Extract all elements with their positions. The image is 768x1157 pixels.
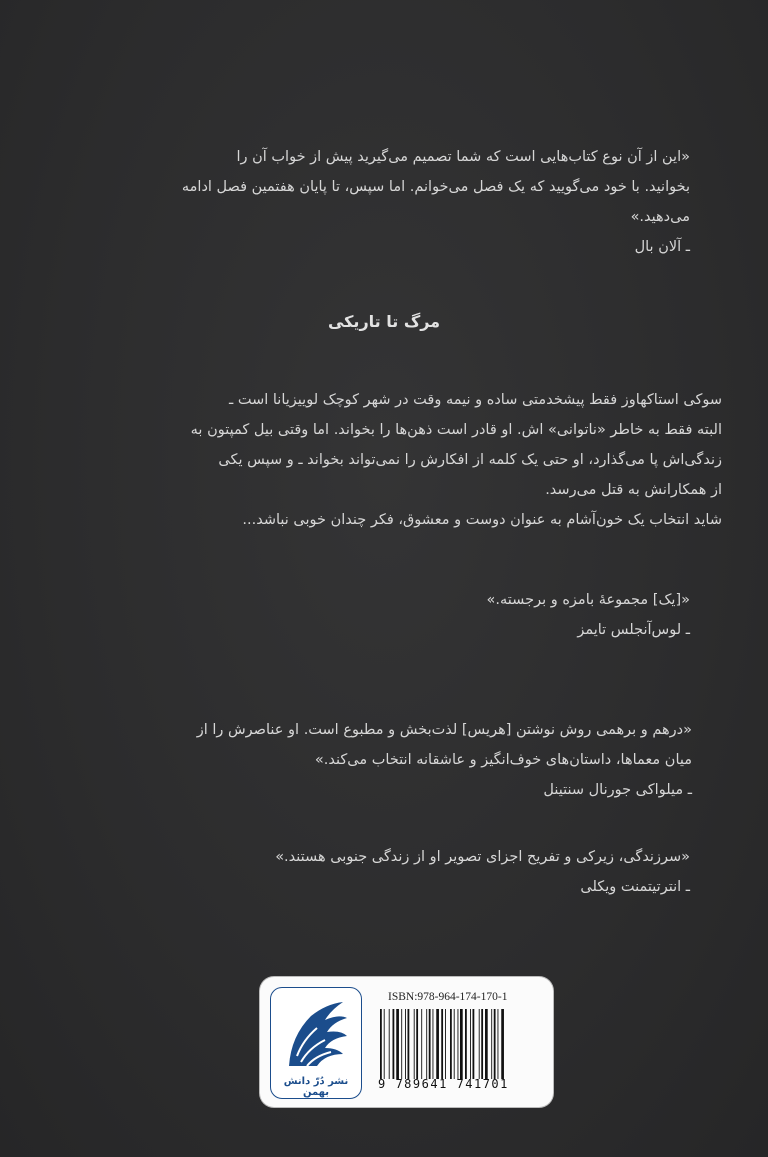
synopsis-line: از همکارانش به قتل می‌رسد. [545, 482, 722, 498]
quote-line: میان معماها، داستان‌های خوف‌انگیز و عاشقانه انتخاب می‌کند.» [314, 752, 692, 768]
barcode-bar [405, 1009, 406, 1079]
quote-line: «سرزندگی، زیرکی و تفریح اجزای تصویر او از زندگی جنوبی هستند.» [275, 849, 690, 865]
quote-line: می‌دهید.» [630, 209, 690, 225]
quote-line: «درهم و برهمی روش نوشتن [هریس] لذت‌بخش و مطبوع است. او عناصرش را از [196, 722, 692, 738]
barcode-bar [465, 1009, 467, 1079]
barcode-digits: 9 789641 741701 [378, 1077, 509, 1091]
quote-line: «این از آن نوع کتاب‌هایی است که شما تصمیم می‌گیرید پیش از خواب آن را [236, 149, 690, 165]
quote-entertainment-weekly [175, 842, 690, 902]
synopsis-line: البته فقط به خاطر «ناتوانی» اش. او قادر است ذهن‌ها را بخواند. اما وقتی بیل کمپتون به [190, 422, 722, 438]
barcode-bar [416, 1009, 418, 1079]
quote-author: ـ لوس‌آنجلس تایمز [577, 622, 690, 638]
barcode-bar [460, 1009, 463, 1079]
publisher-name: نشر دُرّ دانش بهمن [283, 1076, 349, 1098]
barcode-bar [433, 1009, 434, 1079]
barcode-bar [384, 1009, 385, 1079]
barcode-bar [441, 1009, 443, 1079]
quote-alan-ball [160, 142, 690, 262]
quote-line: «[یک] مجموعهٔ بامزه و برجسته.» [486, 592, 690, 608]
barcode-bar [396, 1009, 399, 1079]
barcode-bar [481, 1009, 483, 1079]
synopsis-line: شاید انتخاب یک خون‌آشام به عنوان دوست و معشوق، فکر چندان خوبی نباشد... [242, 512, 722, 528]
barcode-bar [473, 1009, 475, 1079]
barcode-bar [485, 1009, 488, 1079]
synopsis [100, 385, 722, 535]
barcode-bar [436, 1009, 439, 1079]
barcode-bar [470, 1009, 471, 1079]
barcode-bar [445, 1009, 446, 1079]
barcode-bar [454, 1009, 455, 1079]
barcode-bar [429, 1009, 431, 1079]
barcode-bar [458, 1009, 459, 1079]
barcode-bar [401, 1009, 402, 1079]
barcode [378, 1009, 546, 1079]
synopsis-line: سوکی استاکهاوز فقط پیشخدمتی ساده و نیمه وقت در شهر کوچک لوییزیانا است ـ [229, 392, 722, 408]
wave-logo-icon [281, 996, 351, 1074]
quote-author: ـ انترتیتمنت ویکلی [580, 879, 690, 895]
publisher-logo [270, 987, 362, 1099]
publisher-barcode-plate [260, 977, 553, 1107]
barcode-bar [426, 1009, 427, 1079]
barcode-bar [479, 1009, 480, 1079]
barcode-bar [414, 1009, 415, 1079]
barcode-bar [408, 1009, 410, 1079]
synopsis-line: زندگی‌اش پا می‌گذارد، او حتی یک کلمه از افکارش را نمی‌تواند بخواند ـ و سپس یکی [218, 452, 722, 468]
barcode-bar [494, 1009, 496, 1079]
quote-author: ـ میلواکی جورنال سنتینل [543, 782, 692, 798]
quote-author: ـ آلان بال [634, 239, 690, 255]
barcode-bar [393, 1009, 395, 1079]
barcode-bar [491, 1009, 492, 1079]
barcode-bar [389, 1009, 390, 1079]
quote-milwaukee [95, 715, 692, 805]
barcode-bar [380, 1009, 382, 1079]
barcode-bar [421, 1009, 422, 1079]
isbn-label: ISBN:978-964-174-170-1 [388, 991, 508, 1003]
quote-la-times [300, 585, 690, 645]
barcode-bar [498, 1009, 499, 1079]
quote-line: بخوانید. با خود می‌گویید که یک فصل می‌خوانم. اما سپس، تا پایان هفتمین فصل ادامه [181, 179, 690, 195]
barcode-bar [501, 1009, 504, 1079]
book-title: مرگ تا تاریکی [327, 312, 441, 331]
barcode-bar [450, 1009, 452, 1079]
